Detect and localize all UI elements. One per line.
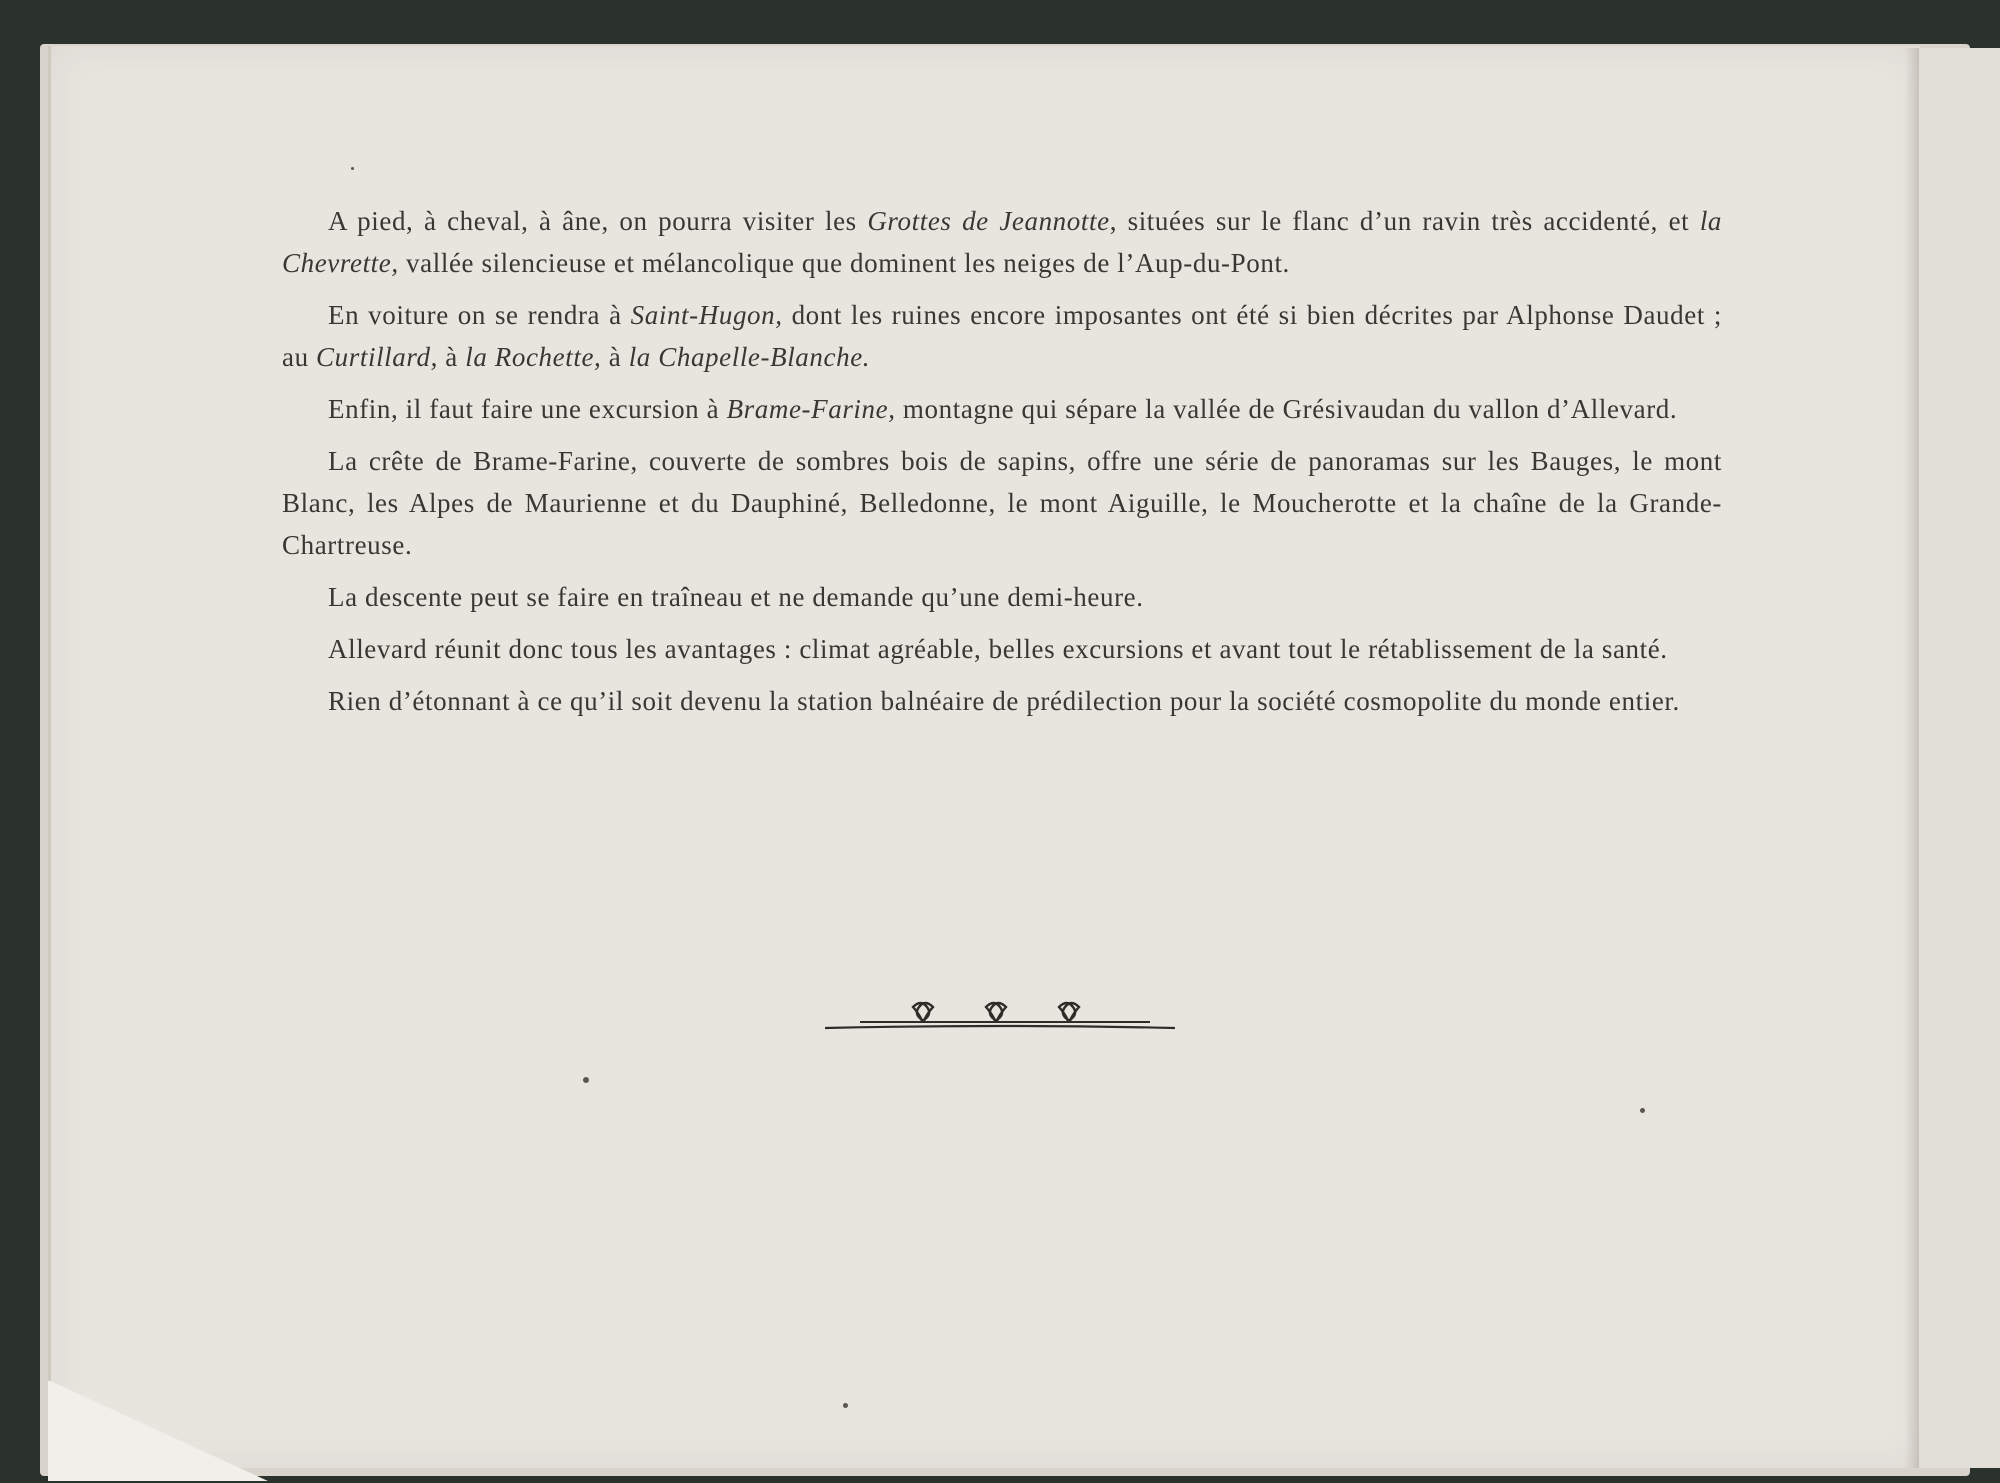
gutter-shadow <box>1905 48 1919 1468</box>
text-run: à <box>437 342 466 372</box>
text-run: Rien d’étonnant à ce qu’il soit devenu la station balnéaire de prédilection pour la société cosmopolite du monde entier. <box>328 686 1680 716</box>
italic-place-name: Saint-Hugon, <box>630 300 783 330</box>
italic-place-name: la Chevrette, <box>282 206 1723 278</box>
paper-speck <box>351 167 354 170</box>
italic-place-name: Curtillard, <box>316 342 438 372</box>
italic-place-name: la Rochette, <box>465 342 602 372</box>
body-text <box>282 200 1722 732</box>
text-run: montagne qui sépare la vallée de Grésivaudan du vallon d’Allevard. <box>895 394 1678 424</box>
paragraph <box>282 576 1722 618</box>
paragraph <box>282 200 1722 284</box>
paper-speck <box>1640 1108 1645 1113</box>
paper-speck <box>583 1077 589 1083</box>
paper-speck <box>843 1403 848 1408</box>
paragraph <box>282 294 1722 378</box>
paragraph <box>282 388 1722 430</box>
paragraph <box>282 680 1722 722</box>
triple-leaf-ornament-icon <box>820 995 1180 1035</box>
text-run: A pied, à cheval, à âne, on pourra visiter les <box>328 206 868 236</box>
text-run: , situées sur le flanc d’un ravin très accidenté, et <box>1109 206 1700 236</box>
text-run: La descente peut se faire en traîneau et ne demande qu’une demi-heure. <box>328 582 1144 612</box>
text-run: La crête de Brame-Farine, couverte de sombres bois de sapins, offre une série de panoramas sur les Bauges, le mont Blanc, les Alpes de Maurienne et du Dauphiné, Belledonne, le mont Aiguille, le Moucherotte et la chaîne de la Grande-Chartreuse. <box>282 446 1722 560</box>
text-run: Allevard réunit donc tous les avantages : climat agréable, belles excursions et avant tout le rétablissement de la santé. <box>328 634 1668 664</box>
italic-place-name: la Chapelle-Blanche. <box>628 342 871 372</box>
text-run: à <box>601 342 629 372</box>
text-run: En voiture on se rendra à <box>328 300 631 330</box>
text-run: dont les ruines encore imposantes ont été si bien décrites par Alphonse Daudet ; au <box>282 300 1723 372</box>
italic-place-name: Grottes de Jeannotte <box>867 206 1110 236</box>
text-run: Enfin, il faut faire une excursion à <box>328 394 727 424</box>
facing-page-edge <box>1918 48 2000 1468</box>
text-run: vallée silencieuse et mélancolique que dominent les neiges de l’Aup-du-Pont. <box>398 248 1290 278</box>
paragraph <box>282 628 1722 670</box>
italic-place-name: Brame-Farine, <box>726 394 896 424</box>
paragraph <box>282 440 1722 566</box>
